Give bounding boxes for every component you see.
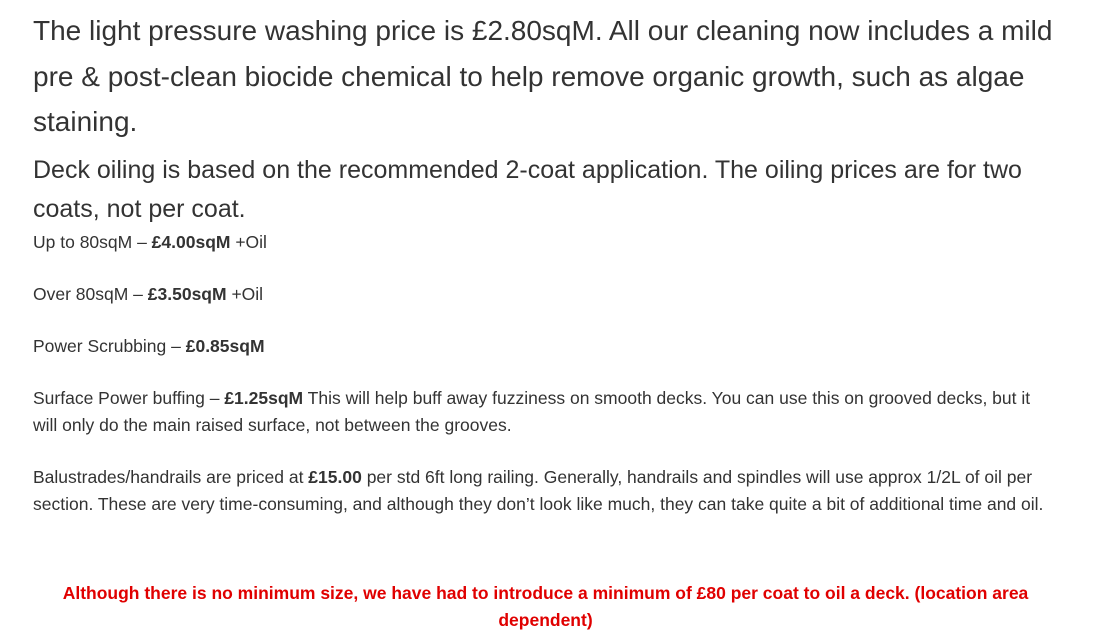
price-up-to-80 [33,229,1053,256]
price-power-scrubbing [33,333,1053,360]
price-suffix: +Oil [230,231,267,252]
price-description: per std 6ft long railing. Generally, handrails and spindles will use approx 1/2L of oil per section. These are very time-consuming, and although they don’t look like much, they can take quite a bit of additional time and oil. [33,466,1044,514]
price-value: £4.00sqM [151,231,231,252]
pricing-content [33,0,1053,518]
price-label: Balustrades/handrails are priced at [33,466,309,487]
price-label: Power Scrubbing – [33,335,186,356]
pressure-washing-intro: The light pressure washing price is £2.80sqM. All our cleaning now includes a mild pre & post-clean biocide chemical to help remove organic growth, such as algae staining. [33,15,1053,137]
deck-oiling-intro: Deck oiling is based on the recommended 2-coat application. The oiling prices are for two coats, not per coat. [33,155,1022,223]
price-value: £15.00 [308,466,362,487]
price-value: £0.85sqM [185,335,265,356]
price-value: £3.50sqM [147,283,227,304]
price-value: £1.25sqM [224,387,304,408]
price-label: Over 80sqM – [33,283,148,304]
price-balustrades [33,464,1053,518]
price-surface-buffing [33,385,1053,439]
price-over-80 [33,281,1053,308]
price-label: Up to 80sqM – [33,231,152,252]
price-label: Surface Power buffing – [33,387,225,408]
price-description: This will help buff away fuzziness on smooth decks. You can use this on grooved decks, but it will only do the main raised surface, not between the grooves. [33,387,1031,435]
minimum-charge-notice: Although there is no minimum size, we have had to introduce a minimum of £80 per coat to oil a deck. (location area dependent) [62,583,1029,630]
price-suffix: +Oil [226,283,264,304]
